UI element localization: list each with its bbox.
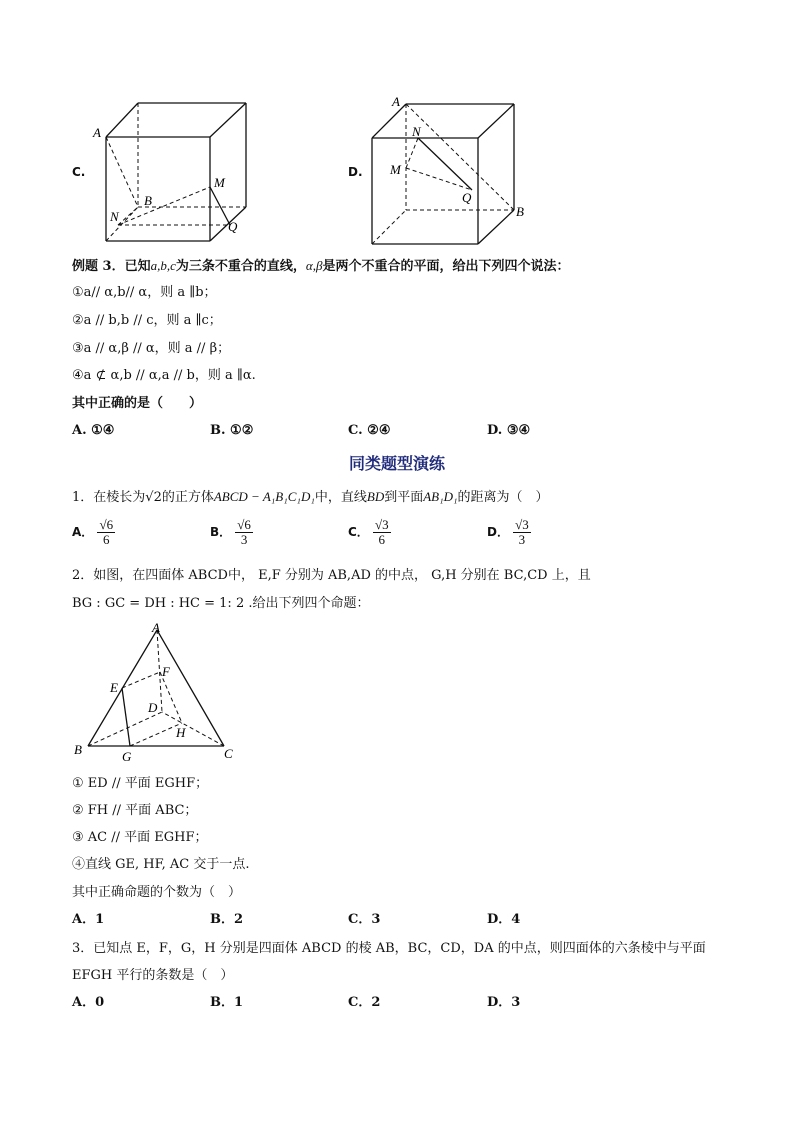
cube-figure-d (360, 92, 540, 248)
point-label-c: C (224, 746, 233, 761)
q3-option-c: C．2 (348, 995, 381, 1010)
q1-option-b-label: B． (210, 525, 232, 539)
point-label-m: M (214, 175, 225, 190)
example3-planes: α,β (305, 258, 323, 273)
point-label-g: G (122, 749, 132, 764)
q1-option-b-den: 3 (240, 532, 248, 547)
q2-option-b: B．2 (210, 912, 244, 927)
point-label-a: A (152, 620, 160, 635)
point-label-e: E (110, 680, 118, 695)
point-label-q: Q (228, 219, 238, 234)
point-label-a: A (93, 125, 101, 140)
statement-1: ①a// α,b// α，则 a ∥b； (72, 285, 217, 300)
q1-option-c (348, 518, 391, 547)
q1-text-e: 的距离为（ ） (457, 490, 549, 505)
example3-option-d: D. ③④ (487, 423, 531, 438)
q1-option-a-label: A． (72, 525, 94, 539)
q1-option-c-den: 6 (378, 532, 386, 547)
point-label-q: Q (462, 190, 472, 205)
q2-proposition-4: ④直线 GE, HF, AC 交于一点. (72, 857, 250, 872)
q2-ask: 其中正确命题的个数为（ ） (72, 885, 242, 900)
example3-option-b: B. ①② (210, 423, 254, 438)
q1-option-b (210, 518, 253, 547)
point-label-d: D (148, 700, 158, 715)
point-label-b: B (74, 742, 82, 757)
q2-option-d: D．4 (487, 912, 521, 927)
q3-line1: 3．已知点 E，F，G，H 分别是四面体 ABCD 的棱 AB，BC，CD，DA 的中点，则四面体的六条棱中与平面 (72, 941, 706, 956)
point-label-m: M (390, 162, 401, 177)
statement-4: ④a ⊄ α,b // α,a // b，则 a ∥α. (72, 368, 256, 383)
cube-figure-c (90, 95, 270, 245)
point-label-b: B (144, 193, 152, 208)
q2-proposition-1: ① ED // 平面 EGHF； (72, 776, 209, 791)
point-label-a: A (392, 94, 400, 109)
point-label-n: N (412, 124, 421, 139)
tetrahedron-figure (70, 620, 240, 765)
option-d-label: D. (348, 165, 363, 179)
q1-option-b-num: √6 (237, 517, 251, 532)
q2-proposition-3: ③ AC // 平面 EGHF； (72, 830, 208, 845)
q1-option-d-num: √3 (515, 517, 529, 532)
section-title: 同类题型演练 (348, 454, 445, 473)
option-c-label: C. (72, 165, 86, 179)
q2-line1: 2．如图，在四面体 ABCD中， E,F 分别为 AB,AD 的中点， G,H 分别在 BC,CD 上，且 (72, 568, 591, 583)
example3-option-a: A. ①④ (72, 423, 115, 438)
statement-3: ③a // α,β // α，则 a // β； (72, 341, 231, 356)
example3-prefix: 例题 3．已知 (72, 259, 151, 274)
q2-proposition-2: ② FH // 平面 ABC； (72, 803, 198, 818)
point-label-f: F (162, 664, 170, 679)
q1-option-c-num: √3 (374, 517, 389, 532)
point-label-n: N (110, 209, 119, 224)
point-label-h: H (176, 725, 186, 740)
example3-end: 是两个不重合的平面，给出下列四个说法： (322, 259, 570, 274)
example3-ask: 其中正确的是（ ） (72, 396, 203, 411)
example3-option-c: C. ②④ (348, 423, 391, 438)
q1-text-c: 中，直线 (314, 490, 367, 505)
q3-option-a: A．0 (72, 995, 105, 1010)
q1-option-a (72, 518, 115, 547)
statement-2: ②a // b,b // c，则 a ∥c； (72, 313, 222, 328)
q3-option-b: B．1 (210, 995, 244, 1010)
q1-option-d-label: D． (487, 525, 509, 539)
q2-option-c: C．3 (348, 912, 381, 927)
example3-stem (72, 257, 569, 276)
q1-plane: AB₁D₁ (423, 489, 458, 504)
q1-line: BD (366, 489, 385, 504)
q1-stem (72, 488, 549, 507)
q1-option-d-den: 3 (518, 532, 526, 547)
q1-option-d (487, 518, 531, 547)
point-label-b: B (516, 204, 524, 219)
q1-text-d: 到平面 (384, 490, 424, 505)
q3-option-d: D．3 (487, 995, 521, 1010)
q2-line2: BG : GC = DH : HC = 1: 2 .给出下列四个命题： (72, 596, 370, 611)
q1-cube: ABCD − A₁B₁C₁D₁ (213, 489, 315, 504)
example3-mid: 为三条不重合的直线， (175, 259, 306, 274)
q1-option-c-label: C． (348, 525, 369, 539)
q3-line2: EFGH 平行的条数是（ ） (72, 968, 234, 983)
q1-text-a: 1．在棱长为 (72, 490, 146, 505)
q1-text-b: 的正方体 (161, 490, 214, 505)
example3-vars: a,b,c (150, 258, 176, 273)
q1-option-a-num: √6 (99, 517, 114, 532)
q1-sqrt2: √2 (145, 490, 162, 505)
q1-option-a-den: 6 (103, 532, 110, 547)
q2-option-a: A．1 (72, 912, 105, 927)
